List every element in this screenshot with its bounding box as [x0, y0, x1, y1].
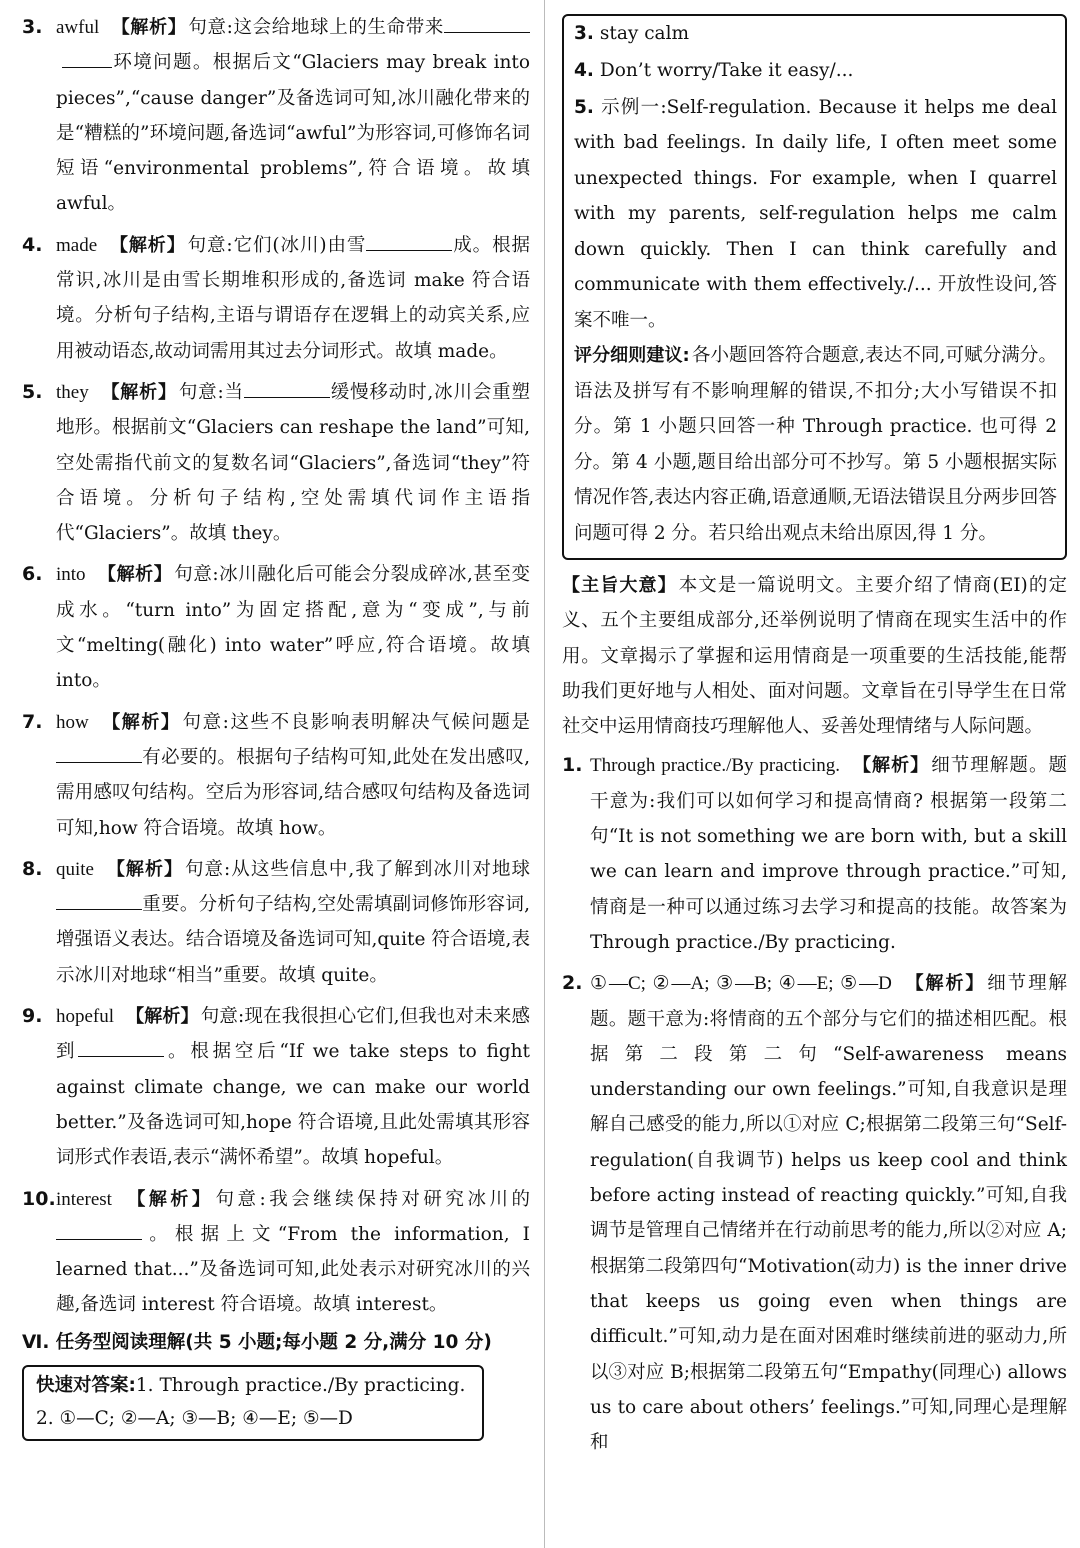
blank-line: [56, 1217, 142, 1240]
blank-line: [56, 887, 142, 910]
blank-line: [366, 228, 452, 251]
left-column: [22, 0, 530, 1441]
quick-answer-label: 快速对答案:: [36, 1374, 136, 1396]
answer-item-4: [22, 228, 530, 369]
analysis-text: 有必要的。根据句子结构可知,此处在发出感叹,需用感叹句结构。空后为形容词,结合感叹句结构及备选词可知,how 符合语境。故填 how。: [56, 746, 530, 839]
answer-item-5: [22, 375, 530, 551]
answer-item-7: [22, 705, 530, 846]
item-number: 1.: [562, 754, 583, 777]
main-idea: [562, 568, 1067, 744]
item-number: 3.: [22, 16, 43, 38]
item-answer: awful: [56, 17, 100, 38]
answer-text: Self-regulation. Because it helps me deal with bad feelings. In daily life, I often meet some unexpected things. For example, when I quarrel with my parents, self-regulation helps me calm down quickly. Then I can think carefully and communicate with them effectively./... 开放性设问,答案不唯一。: [574, 96, 1057, 331]
analysis-text: 重要。分析句子结构,空处需填副词修饰形容词,增强语义表达。结合语境及备选词可知,quite 符合语境,表示冰川对地球“相当”重要。故填 quite。: [56, 894, 530, 986]
blank-line: [56, 740, 142, 763]
item-answer: quite: [56, 858, 94, 880]
answer-number: 3.: [574, 23, 594, 44]
answer-text: Don’t worry/Take it easy/...: [599, 59, 854, 81]
answer-item-10: [22, 1182, 530, 1323]
answers-box: [562, 14, 1067, 560]
main-idea-label: 【主旨大意】: [562, 575, 677, 596]
item-number: 10.: [22, 1187, 56, 1210]
reading-answer-1: [562, 748, 1067, 960]
analysis-text: 句意:当: [178, 381, 244, 403]
analysis-tag: 【解析】: [98, 564, 173, 586]
analysis-tag: 【解析】: [127, 1188, 214, 1210]
analysis-text: 句意:这些不良影响表明解决气候问题是: [182, 711, 530, 733]
item-number: 4.: [22, 233, 43, 256]
analysis-text: 句意:冰川融化后可能会分裂成碎冰,甚至变成水。“turn into”为固定搭配,意为“变成”,与前文“melting(融化) into water”呼应,符合语境。故填 into。: [56, 564, 531, 692]
item-answer: Through practice./By practicing.: [590, 755, 841, 777]
analysis-tag: 【解析】: [853, 755, 930, 777]
analysis-text: 句意:我会继续保持对研究冰川的: [215, 1188, 530, 1210]
item-answer: into: [56, 564, 86, 586]
blank-line: [444, 10, 530, 33]
item-answer: made: [56, 234, 98, 256]
scoring-rubric: [574, 338, 1057, 551]
analysis-text: 句意:现在我很担心它们,但我也对未来感到: [56, 1006, 530, 1063]
column-divider: [544, 0, 545, 1548]
analysis-text: 句意:这会给地球上的生命带来: [188, 17, 445, 38]
analysis-text: 。根据上文“From the information, I learned that...”及备选词可知,此处表示对研究冰川的兴趣,备选词 interest 符合语境。故填 interest。: [56, 1223, 530, 1316]
analysis-text: 细节理解题。题干意为:我们可以如何学习和提高情商? 根据第一段第二句“It is not something we are born with, but a skill we can learn and improve through practice.”可知,情商是一种可以通过练习去学习和提高的技能。故答案为 Through practice./By practicing.: [590, 755, 1067, 953]
analysis-tag: 【解析】: [102, 711, 181, 733]
quick-answer-text: 1. Through practice./By practicing.: [135, 1374, 466, 1396]
blank-line: [244, 375, 330, 398]
analysis-text: 句意:它们(冰川)由雪: [187, 234, 367, 256]
item-number: 2.: [562, 972, 583, 995]
analysis-tag: 【解析】: [111, 17, 187, 38]
answer-number: 5.: [574, 96, 594, 118]
item-number: 7.: [22, 710, 43, 733]
quick-answer-line-2: 2. ①—C; ②—A; ③—B; ④—E; ⑤—D: [36, 1407, 353, 1429]
answer-4: [574, 53, 1057, 90]
blank-line: [62, 45, 112, 68]
answer-5: [574, 90, 1057, 339]
item-answer: they: [56, 381, 89, 403]
item-answer: interest: [56, 1188, 112, 1210]
quick-answer-box: [22, 1365, 484, 1441]
item-answer: hopeful: [56, 1006, 115, 1028]
right-column: [562, 0, 1067, 1460]
analysis-text: 。根据空后“If we take steps to fight against climate change, we can make our world better.”及备选词可知,hope 符合语境,且此处需填其形容词形式作表语,表示“满怀希望”。故填 hopeful。: [56, 1041, 530, 1169]
analysis-tag: 【解析】: [106, 858, 183, 880]
section-title: Ⅵ. 任务型阅读理解(共 5 小题;每小题 2 分,满分 10 分): [22, 1331, 492, 1353]
item-number: 8.: [22, 857, 43, 880]
analysis-text: 句意:从这些信息中,我了解到冰川对地球: [185, 858, 530, 880]
item-number: 9.: [22, 1005, 43, 1028]
analysis-tag: 【解析】: [101, 381, 177, 403]
answer-text: stay calm: [599, 23, 690, 44]
rubric-label: 评分细则建议:: [574, 345, 690, 367]
analysis-text: 缓慢移动时,冰川会重塑地形。根据前文“Glaciers can reshape the land”可知,空处需指代前文的复数名词“Glaciers”,备选词“they”符合语境。分析句子结构,空处需填代词作主语指代“Glaciers”。故填 they。: [56, 381, 531, 545]
item-number: 6.: [22, 563, 43, 586]
answer-item-6: [22, 557, 530, 698]
quick-answer-line-1: [36, 1369, 472, 1402]
answer-item-9: [22, 999, 530, 1175]
item-number: 5.: [22, 380, 43, 403]
analysis-text: 细节理解题。题干意为:将情商的五个部分与它们的描述相匹配。根据第二段第二句“Self-awareness means understanding our own feelings.”可知,自我意识是理解自己感受的能力,所以①对应 C;根据第二段第三句“Self-regulation(自我调节) helps us keep cool and think before acting instead of reacting quickly.”可知,自我调节是管理自己情绪并在行动前思考的能力,所以②对应 A;根据第二段第四句“Motivation(动力) is the inner drive that keeps us going even when things are difficult.”可知,动力是在面对困难时继续前进的驱动力,所以③对应 B;根据第二段第五句“Empathy(同理心) allows us to care about others’ feelings.”可知,同理心是理解和: [590, 973, 1067, 1454]
main-idea-text: 本文是一篇说明文。主要介绍了情商(EI)的定义、五个主要组成部分,还举例说明了情商在现实生活中的作用。文章揭示了掌握和运用情商是一项重要的生活技能,能帮助我们更好地与人相处、面对问题。文章旨在引导学生在日常社交中运用情商技巧理解他人、妥善处理情绪与人际问题。: [562, 575, 1067, 738]
analysis-tag: 【解析】: [126, 1006, 199, 1028]
analysis-tag: 【解析】: [905, 973, 986, 995]
answer-number: 4.: [574, 59, 594, 81]
item-answer: how: [56, 711, 89, 733]
rubric-text: 各小题回答符合题意,表达不同,可赋分满分。语法及拼写有不影响理解的错误,不扣分;大小写错误不扣分。第 1 小题只回答一种 Through practice. 也可得 2 分。第 4 小题,题目给出部分可不抄写。第 5 小题根据实际情况作答,表达内容正确,语意通顺,无语法错误且分两步回答问题可得 2 分。若只给出观点未给出原因,得 1 分。: [574, 345, 1057, 544]
analysis-tag: 【解析】: [109, 234, 186, 256]
blank-line: [78, 1034, 164, 1057]
answer-prefix: 示例一:: [599, 96, 667, 118]
answer-item-8: [22, 852, 530, 993]
reading-answer-2: [562, 966, 1067, 1460]
analysis-text: 环境问题。根据后文“Glaciers may break into pieces”,“cause danger”及备选词可知,冰川融化带来的是“糟糕的”环境问题,备选词“awful”为形容词,可修饰名词短语“environmental problems”,符合语境。故填 awful。: [56, 52, 530, 215]
analysis-text: 成。根据常识,冰川是由雪长期堆积形成的,备选词 make 符合语境。分析句子结构,主语与谓语存在逻辑上的动宾关系,应用被动语态,故动词需用其过去分词形式。故填 made。: [56, 234, 530, 362]
answer-3: [574, 16, 1057, 53]
answer-item-3: [22, 10, 530, 222]
item-answer: ①—C; ②—A; ③—B; ④—E; ⑤—D: [590, 973, 892, 995]
